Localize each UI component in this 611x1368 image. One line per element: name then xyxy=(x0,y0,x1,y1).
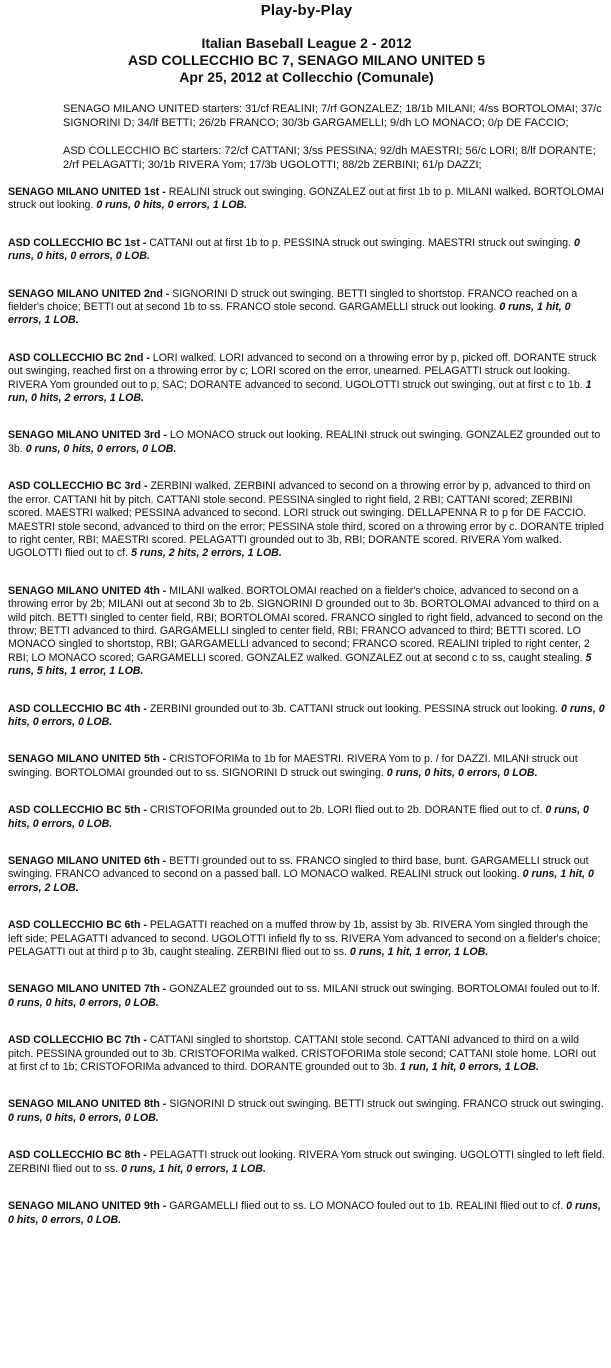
matchup-heading: ASD COLLECCHIO BC 7, SENAGO MILANO UNITED 5 xyxy=(127,52,486,68)
inning-summary: 0 runs, 0 hits, 0 errors, 0 LOB. xyxy=(8,804,589,830)
document-title: Play-by-Play xyxy=(260,2,353,19)
inning-plays: PELAGATTI reached on a muffed throw by 1b, assist by 3b. RIVERA Yom singled through the left side; PELAGATTI advanced to second. UGOLOTTI infield fly to ss. RIVERA Yom advanced to second on a fielder's choice; PELAGATTI out at third p to 3b, caught stealing. ZERBINI flied out to ss. xyxy=(8,919,601,959)
inning-summary: 0 runs, 0 hits, 0 errors, 0 LOB. xyxy=(8,702,605,728)
inning-plays: CATTANI out at first 1b to p. PESSINA struck out swinging. MAESTRI struck out swinging. xyxy=(149,236,572,249)
inning-plays: CRISTOFORIMa to 1b for MAESTRI. RIVERA Yom to p. / for DAZZI. MILANI struck out swinging. BORTOLOMAI grounded out to ss. SIGNORINI D struck out swinging. xyxy=(8,753,578,779)
inning-entry xyxy=(8,429,605,456)
inning-entry xyxy=(8,703,605,730)
inning-summary: 5 runs, 2 hits, 2 errors, 1 LOB. xyxy=(131,547,282,560)
inning-summary: 0 runs, 0 hits, 0 errors, 0 LOB. xyxy=(8,1111,159,1124)
inning-summary: 0 runs, 0 hits, 0 errors, 0 LOB. xyxy=(25,442,177,455)
inning-summary: 0 runs, 1 hit, 0 errors, 1 LOB. xyxy=(121,1162,266,1175)
inning-plays: SIGNORINI D struck out swinging. BETTI singled to shortstop. FRANCO reached on a fielder's choice; BETTI out at second 1b to ss. FRANCO stole second. GARGAMELLI struck out looking. xyxy=(8,287,578,314)
inning-entry xyxy=(8,352,605,406)
inning-separator: - xyxy=(159,983,170,996)
inning-separator: - xyxy=(159,1200,170,1213)
inning-entry xyxy=(8,480,605,560)
inning-plays: CATTANI singled to shortstop. CATTANI stole second. CATTANI advanced to third on a wild pitch. PESSINA grounded out to 3b. CRISTOFORIMa walked. CRISTOFORIMa stole second; CATTANI stole home. LORI out at first cf to 1b; CRISTOFORIMa advanced to third. DORANTE grounded out to 3b. xyxy=(8,1034,596,1074)
inning-team-label: ASD COLLECCHIO BC 1st xyxy=(8,236,140,249)
inning-entry xyxy=(8,919,605,959)
inning-separator: - xyxy=(143,351,153,364)
inning-summary: 0 runs, 1 hit, 0 errors, 1 LOB. xyxy=(8,301,571,327)
inning-team-label: SENAGO MILANO UNITED 1st xyxy=(8,186,160,198)
inning-entry xyxy=(8,288,605,328)
inning-plays: REALINI struck out swinging. GONZALEZ out at first 1b to p. MILANI walked. BORTOLOMAI struck out looking. xyxy=(8,186,604,212)
inning-plays: CRISTOFORIMa grounded out to 2b. LORI flied out to 2b. DORANTE flied out to cf. xyxy=(149,804,543,817)
inning-entry xyxy=(8,1149,605,1176)
starters-senago: SENAGO MILANO UNITED starters: 31/cf REALINI; 7/rf GONZALEZ; 18/1b MILANI; 4/ss BORTOLOMAI; 37/c SIGNORINI D; 34/lf BETTI; 26/2b FRANCO; 30/3b GARGAMELLI; 9/dh LO MONACO; 0/p DE FACCIO; xyxy=(63,103,602,129)
inning-plays: LO MONACO struck out looking. REALINI struck out swinging. GONZALEZ grounded out to 3b. xyxy=(8,429,601,455)
inning-separator: - xyxy=(140,702,150,715)
inning-plays: BETTI grounded out to ss. FRANCO singled to third base, bunt. GARGAMELLI struck out swinging. FRANCO advanced to second on a passed ball. LO MONACO walked. REALINI struck out looking. xyxy=(8,855,589,881)
inning-entry xyxy=(8,1200,605,1227)
inning-team-label: SENAGO MILANO UNITED 9th xyxy=(8,1200,160,1213)
inning-team-label: SENAGO MILANO UNITED 7th xyxy=(8,983,160,996)
inning-plays: ZERBINI grounded out to 3b. CATTANI struck out looking. PESSINA struck out looking. xyxy=(149,702,559,715)
inning-summary: 0 runs, 0 hits, 0 errors, 0 LOB. xyxy=(8,236,580,263)
inning-team-label: SENAGO MILANO UNITED 5th xyxy=(8,753,160,766)
starters-section xyxy=(63,102,605,172)
inning-team-label: ASD COLLECCHIO BC 8th xyxy=(8,1149,141,1162)
inning-entry xyxy=(8,186,605,213)
inning-summary: 1 run, 1 hit, 0 errors, 1 LOB. xyxy=(399,1061,539,1074)
date-venue-heading: Apr 25, 2012 at Collecchio (Comunale) xyxy=(179,69,434,85)
inning-entry xyxy=(8,804,605,831)
inning-team-label: SENAGO MILANO UNITED 3rd xyxy=(8,429,161,442)
inning-team-label: ASD COLLECCHIO BC 2nd xyxy=(8,351,144,364)
league-heading: Italian Baseball League 2 - 2012 xyxy=(201,35,412,51)
inning-plays: SIGNORINI D struck out swinging. BETTI struck out swinging. FRANCO struck out swinging. xyxy=(169,1098,604,1111)
inning-team-label: ASD COLLECCHIO BC 6th xyxy=(8,919,141,932)
inning-summary: 1 run, 0 hits, 2 errors, 1 LOB. xyxy=(8,378,592,405)
inning-separator: - xyxy=(141,480,151,493)
inning-separator: - xyxy=(159,1098,170,1111)
inning-summary: 5 runs, 5 hits, 1 error, 1 LOB. xyxy=(8,651,592,678)
inning-team-label: ASD COLLECCHIO BC 7th xyxy=(8,1034,141,1047)
inning-plays: ZERBINI walked. ZERBINI advanced to second on a throwing error by p, advanced to third on the error. CATTANI hit by pitch. CATTANI stole second. PESSINA singled to right field, 2 RBI; CATTANI scored; ZERBINI scored. MAESTRI walked; PESSINA advanced to second. LORI struck out swinging. DELLAPENNA R to p for DE FACCIO. MAESTRI stole second, advanced to third on the error; PESSINA stole third, scored on a throwing error by c. DORANTE tripled to right center, RBI; MAESTRI scored. PELAGATTI grounded out to 3b, RBI; DORANTE scored. RIVERA Yom walked. UGOLOTTI flied out to cf. xyxy=(8,480,604,560)
inning-team-label: SENAGO MILANO UNITED 4th xyxy=(8,584,160,597)
inning-separator: - xyxy=(159,186,169,198)
inning-separator: - xyxy=(140,804,150,817)
inning-separator: - xyxy=(160,429,170,442)
inning-summary: 0 runs, 0 hits, 0 errors, 1 LOB. xyxy=(96,199,248,212)
inning-plays: LORI walked. LORI advanced to second on a throwing error by p, picked off. DORANTE struck out swinging, reached first on a throwing error by c; LORI scored on the error, unearned. PELAGATTI struck out looking. RIVERA Yom grounded out to p, SAC; DORANTE advanced to second. UGOLOTTI struck out swinging, out at first c to 1b. xyxy=(8,351,597,391)
inning-summary: 0 runs, 0 hits, 0 errors, 0 LOB. xyxy=(8,996,159,1009)
inning-summary: 0 runs, 1 hit, 0 errors, 2 LOB. xyxy=(8,868,594,894)
inning-plays: MILANI walked. BORTOLOMAI reached on a fielder's choice, advanced to second on a throwing error by 2b; MILANI out at second 3b to 2b. SIGNORINI D grounded out to 3b. BORTOLOMAI advanced to third on a wild pitch. BETTI singled to center field, RBI; BORTOLOMAI scored. FRANCO singled to right field, advanced to second on the throw; BETTI advanced to third. GARGAMELLI singled to center field, RBI; FRANCO advanced to third; BETTI scored. LO MONACO singled to shortstop, RBI; GARGAMELLI advanced to second; FRANCO scored. REALINI tripled to right center, 2 RBI; LO MONACO scored; GARGAMELLI scored. GONZALEZ walked. GONZALEZ out at second c to ss, caught stealing. xyxy=(8,584,603,664)
inning-separator: - xyxy=(162,287,173,300)
inning-plays: GARGAMELLI flied out to ss. LO MONACO fouled out to 1b. REALINI flied out to cf. xyxy=(169,1200,564,1213)
inning-separator: - xyxy=(159,753,170,766)
inning-separator: - xyxy=(140,919,150,932)
inning-summary: 0 runs, 0 hits, 0 errors, 0 LOB. xyxy=(8,1200,601,1226)
inning-team-label: SENAGO MILANO UNITED 6th xyxy=(8,855,160,867)
inning-plays: PELAGATTI struck out looking. RIVERA Yom struck out swinging. UGOLOTTI singled to left field. ZERBINI flied out to ss. xyxy=(8,1149,605,1175)
inning-separator: - xyxy=(159,584,170,597)
inning-separator: - xyxy=(140,1149,150,1162)
inning-entry xyxy=(8,1098,605,1125)
inning-separator: - xyxy=(140,1034,150,1047)
inning-summary: 0 runs, 1 hit, 1 error, 1 LOB. xyxy=(349,946,489,959)
inning-plays: GONZALEZ grounded out to ss. MILANI struck out swinging. BORTOLOMAI fouled out to lf. xyxy=(169,983,600,996)
inning-entry xyxy=(8,983,605,1010)
starters-collecchio: ASD COLLECCHIO BC starters: 72/cf CATTANI; 3/ss PESSINA; 92/dh MAESTRI; 56/c LORI; 8/lf DORANTE; 2/rf PELAGATTI; 30/1b RIVERA Yom; 17/3b UGOLOTTI; 88/2b ZERBINI; 61/p DAZZI; xyxy=(63,145,596,171)
inning-team-label: ASD COLLECCHIO BC 4th xyxy=(8,702,141,715)
inning-entry xyxy=(8,753,605,780)
inning-team-label: SENAGO MILANO UNITED 2nd xyxy=(8,287,163,300)
inning-team-label: SENAGO MILANO UNITED 8th xyxy=(8,1098,160,1111)
inning-entry xyxy=(8,585,605,679)
inning-separator: - xyxy=(159,855,170,867)
inning-entry xyxy=(8,1034,605,1074)
inning-entry xyxy=(8,237,605,264)
inning-separator: - xyxy=(139,236,150,249)
inning-team-label: ASD COLLECCHIO BC 3rd xyxy=(8,480,142,493)
inning-entry xyxy=(8,855,605,895)
inning-team-label: ASD COLLECCHIO BC 5th xyxy=(8,804,141,817)
innings-list xyxy=(8,186,605,1227)
inning-summary: 0 runs, 0 hits, 0 errors, 0 LOB. xyxy=(386,766,538,779)
